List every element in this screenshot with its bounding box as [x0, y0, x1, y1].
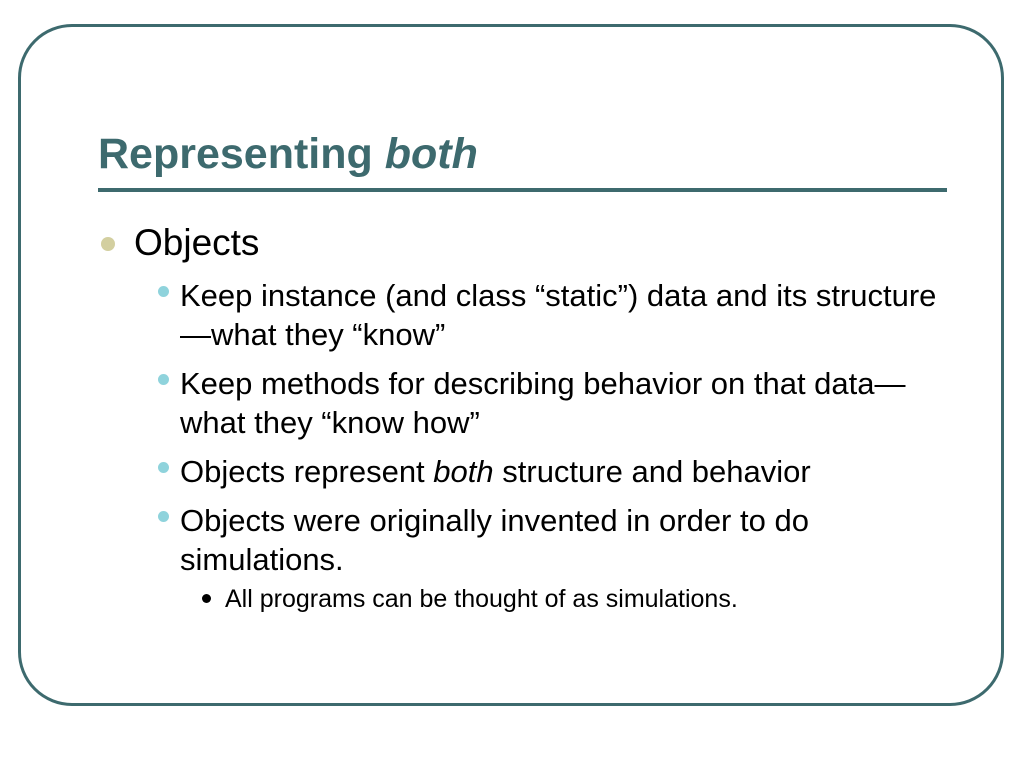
- sub-bullet-text: Objects were originally invented in order to do simulations.: [180, 503, 809, 577]
- title-main: Representing: [98, 130, 385, 178]
- sub-bullet-text-after: structure and behavior: [493, 454, 811, 489]
- sub-bullet: [150, 276, 950, 354]
- sub-bullet-text-emphasis: both: [433, 454, 494, 489]
- sub-bullet-text: Keep instance (and class “static”) data and its structure—what they “know”: [180, 278, 937, 352]
- sub-bullet: [150, 364, 950, 442]
- sub-bullet-dot-icon: [158, 286, 169, 297]
- sub-bullet-dot-icon: [158, 374, 169, 385]
- slide-title: [98, 126, 478, 182]
- sub-sub-bullet: [200, 583, 950, 616]
- sub-bullet-text: Keep methods for describing behavior on that data—what they “know how”: [180, 366, 906, 440]
- sub-sub-bullet-dot-icon: [202, 594, 211, 603]
- title-emphasis: both: [384, 130, 478, 178]
- sub-sub-bullet-text: All programs can be thought of as simulations.: [225, 585, 738, 613]
- sub-bullet: [150, 501, 950, 579]
- sub-bullet-dot-icon: [158, 511, 169, 522]
- title-divider: [98, 188, 947, 192]
- sub-bullet: [150, 452, 950, 491]
- bullet-dot-icon: [101, 237, 115, 251]
- bullet-objects: [98, 222, 958, 264]
- sub-bullet-list: [150, 276, 950, 616]
- bullet-objects-text: Objects: [134, 222, 260, 263]
- sub-bullet-dot-icon: [158, 462, 169, 473]
- sub-bullet-text-before: Objects represent: [180, 454, 434, 489]
- bullet-level1: [98, 222, 958, 264]
